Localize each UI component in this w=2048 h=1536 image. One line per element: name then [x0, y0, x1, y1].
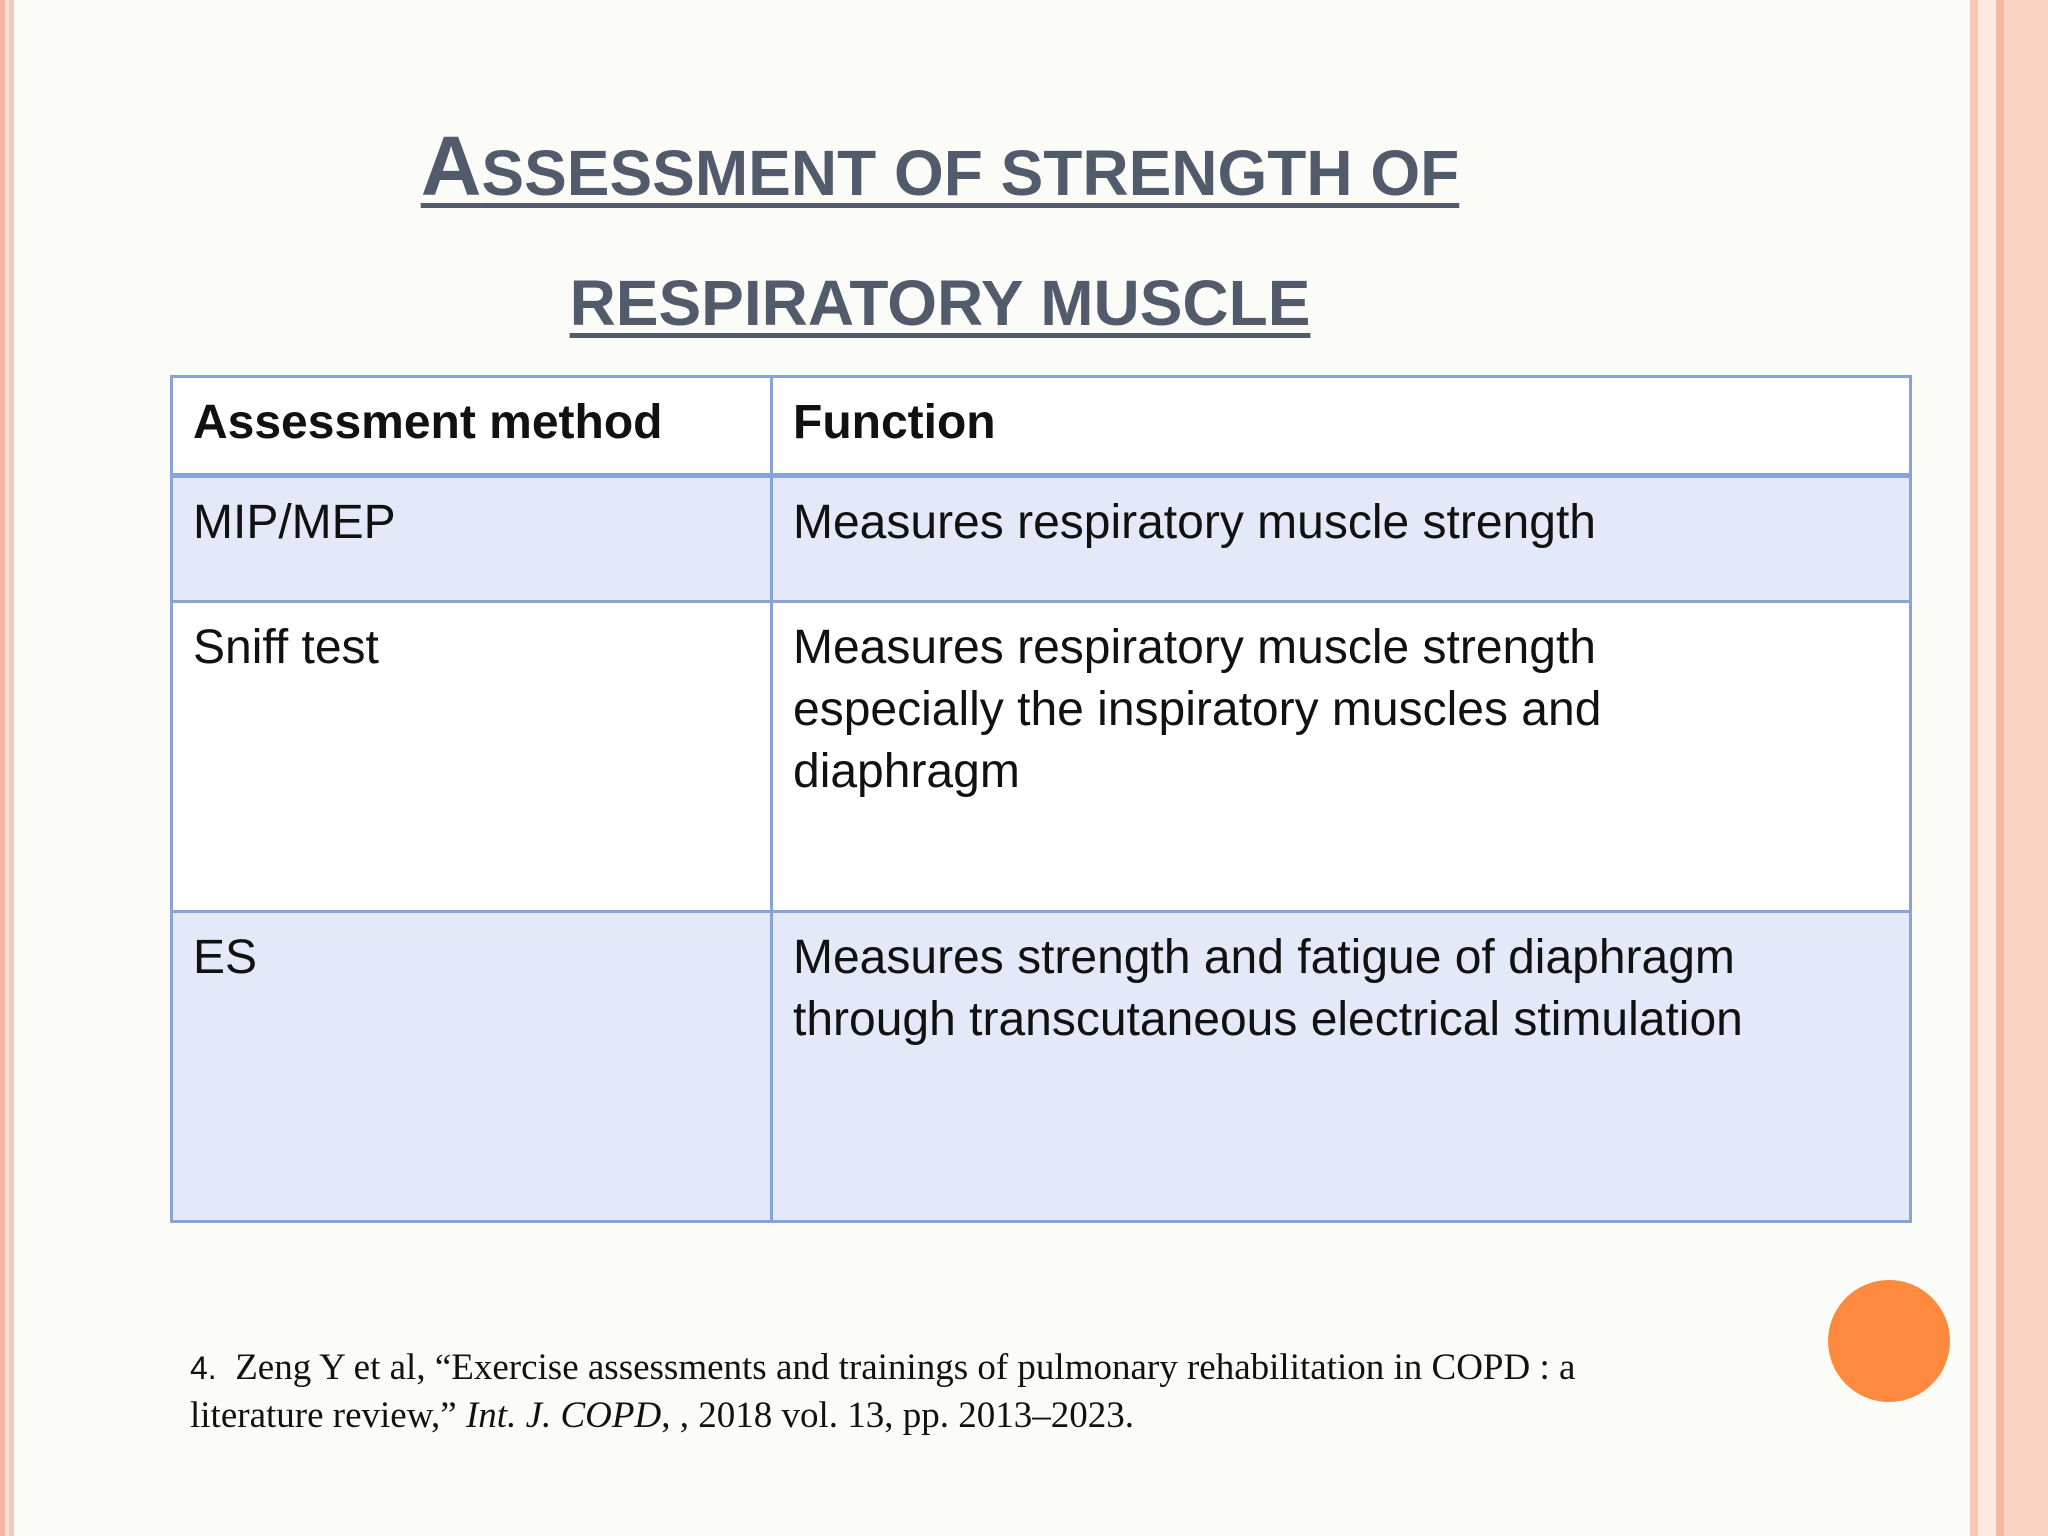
- citation-line-2: [190, 1392, 1750, 1440]
- function-cell: Measures respiratory muscle strength: [772, 476, 1911, 602]
- title-line-2: RESPIRATORY MUSCLE: [569, 267, 1311, 339]
- table-header-row: [172, 377, 1911, 476]
- method-cell: ES: [172, 912, 772, 1222]
- citation-text-c: , , 2018 vol. 13, pp. 2013–2023.: [661, 1395, 1134, 1436]
- header-assessment-method: Assessment method: [172, 377, 772, 476]
- title-line-1-rest: SSESSMENT OF STRENGTH OF: [481, 137, 1460, 209]
- citation-number: 4.: [190, 1350, 217, 1386]
- citation-text-b: literature review,”: [190, 1395, 457, 1436]
- function-line: through transcutaneous electrical stimulation: [793, 993, 1743, 1046]
- orange-circle-decoration: [1828, 1280, 1950, 1402]
- reference-citation: [190, 1344, 1750, 1440]
- citation-text-a: Zeng Y et al, “Exercise assessments and trainings of pulmonary rehabilitation in COPD : a: [235, 1347, 1576, 1388]
- assessment-table: [170, 375, 1912, 1223]
- citation-line-1: [190, 1344, 1750, 1392]
- function-cell: [772, 912, 1911, 1222]
- table-row: [172, 602, 1911, 912]
- function-line: especially the inspiratory muscles and: [793, 683, 1602, 736]
- table-row: [172, 476, 1911, 602]
- slide-title: [300, 110, 1580, 377]
- function-line: diaphragm: [793, 745, 1020, 798]
- function-cell: [772, 602, 1911, 912]
- title-line-1: [420, 119, 1460, 213]
- title-initial-cap: A: [420, 119, 482, 213]
- citation-journal: Int. J. COPD: [465, 1395, 662, 1436]
- method-cell: Sniff test: [172, 602, 772, 912]
- method-cell: MIP/MEP: [172, 476, 772, 602]
- header-function: Function: [772, 377, 1911, 476]
- function-line: Measures respiratory muscle strength: [793, 621, 1596, 674]
- function-line: Measures strength and fatigue of diaphragm: [793, 931, 1735, 984]
- table-row: [172, 912, 1911, 1222]
- left-border-decoration: [0, 0, 14, 1536]
- right-border-decoration: [1964, 0, 2048, 1536]
